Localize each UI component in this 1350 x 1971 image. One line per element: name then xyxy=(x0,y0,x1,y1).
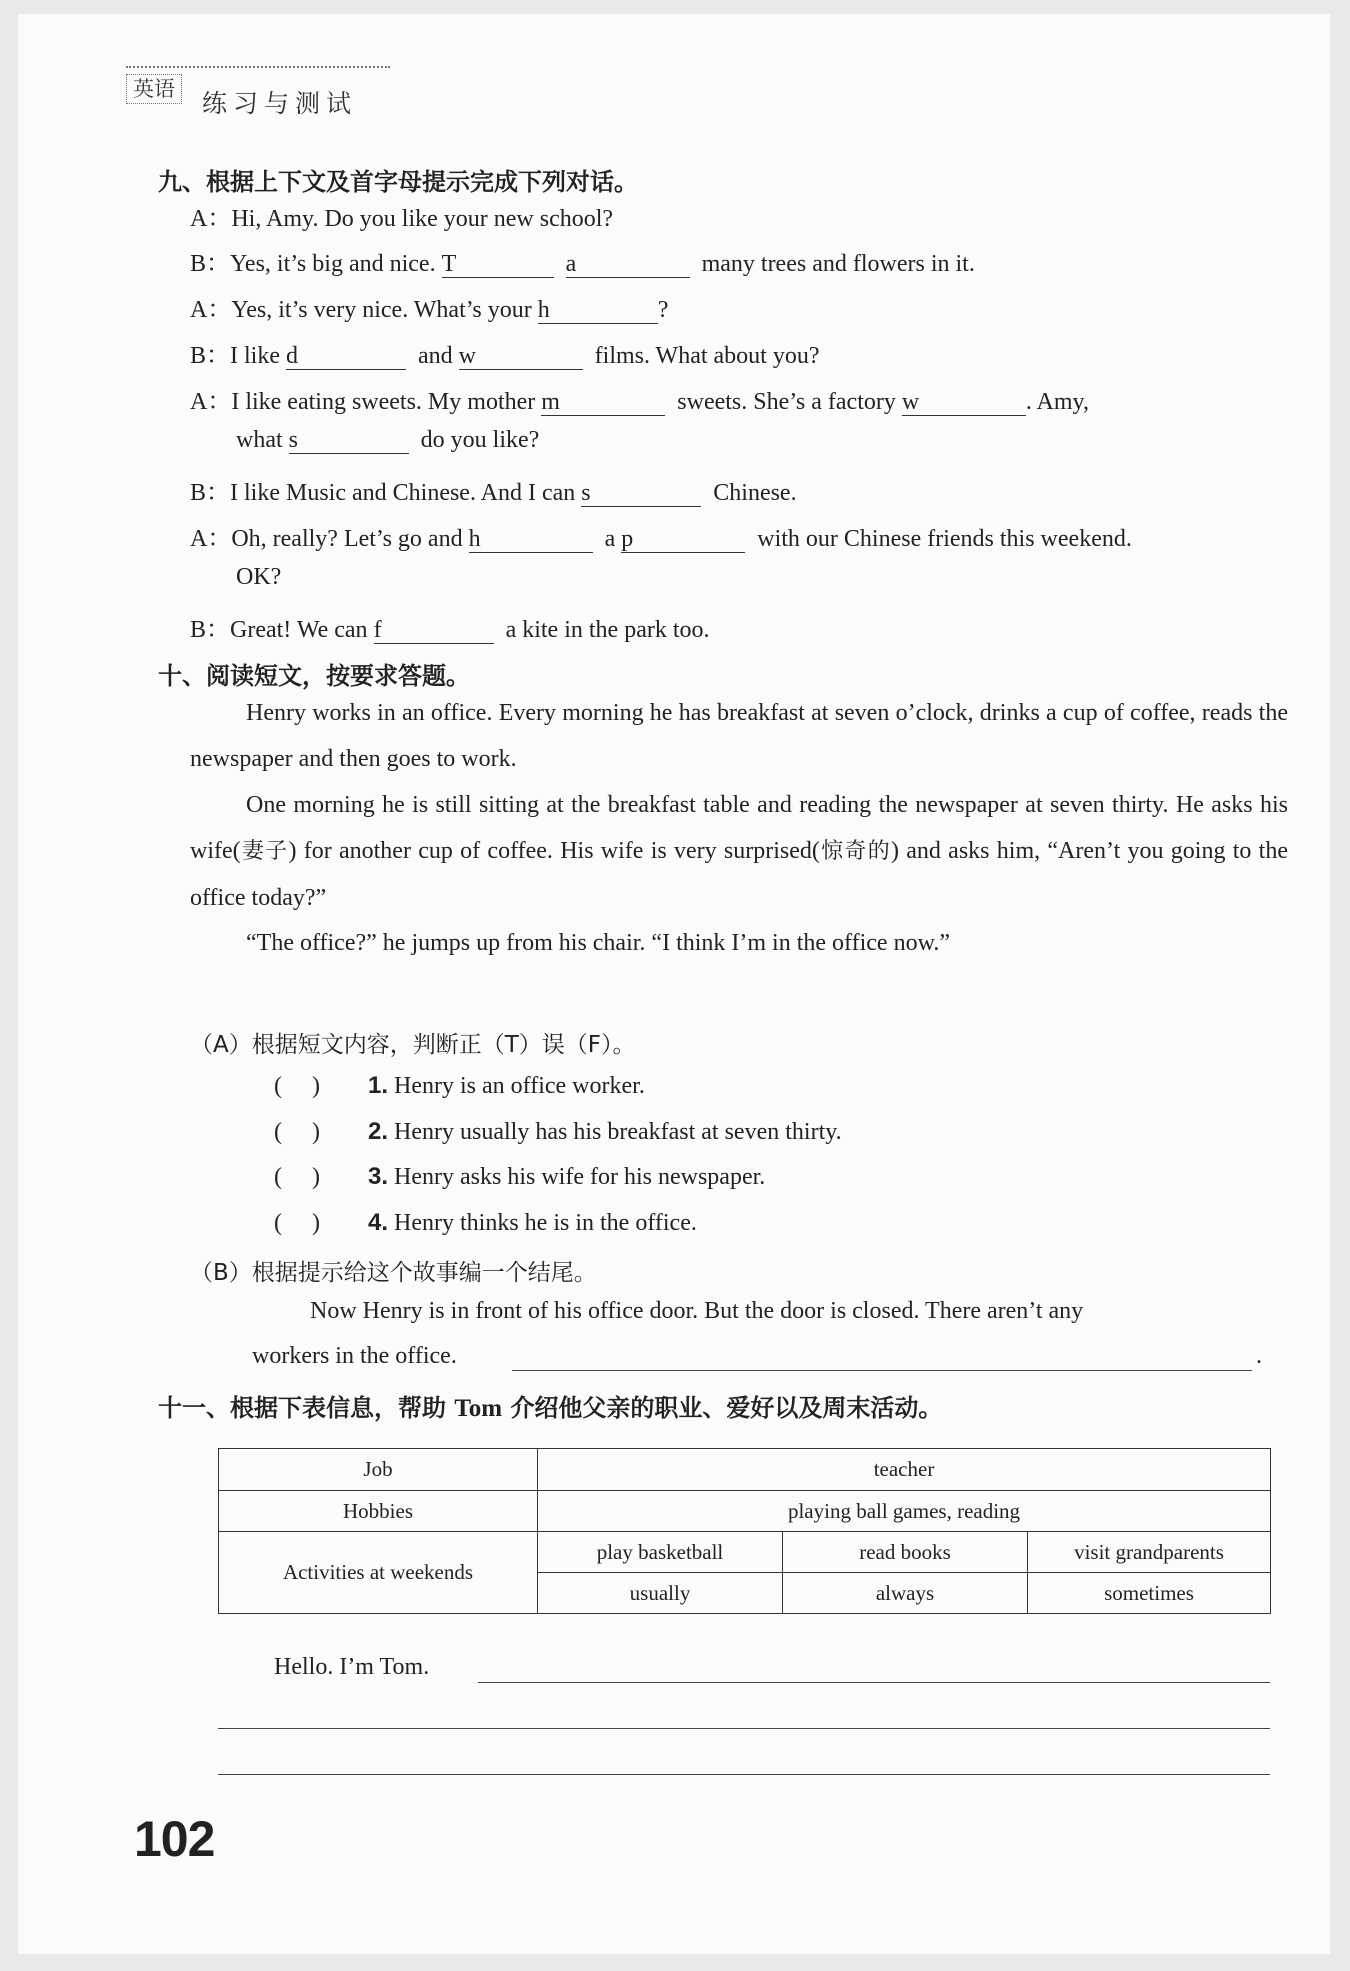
dialog-line-2: B：Yes, it’s big and nice. T a many trees and flowers in it. xyxy=(190,251,975,277)
dialog-line-8: A：Oh, really? Let’s go and h a p with our Chinese friends this weekend. xyxy=(190,526,1132,552)
section-11-title: 十一、根据下表信息，帮助 Tom 介绍他父亲的职业、爱好以及周末活动。 xyxy=(158,1394,943,1422)
dialog-line-9: OK? xyxy=(236,564,282,590)
answer-paren[interactable]: ( ) xyxy=(274,1119,320,1145)
dialog-line-3: A：Yes, it’s very nice. What’s your h ? xyxy=(190,297,669,323)
blank-s-speak[interactable]: s xyxy=(581,480,701,507)
page-number: 102 xyxy=(134,1811,215,1867)
activity-cell: read books xyxy=(783,1532,1028,1573)
part-a-instruction: （A）根据短文内容，判断正（T）误（F）。 xyxy=(190,1032,636,1058)
info-table xyxy=(218,1448,1271,1614)
answer-paren[interactable]: ( ) xyxy=(274,1210,320,1236)
hobbies-value: playing ball games, reading xyxy=(538,1491,1271,1532)
worksheet-page xyxy=(18,14,1330,1954)
part-b-instruction: （B）根据提示给这个故事编一个结尾。 xyxy=(190,1260,597,1286)
dialog-line-5: A：I like eating sweets. My mother m sweets. She’s a factory w . Amy, xyxy=(190,389,1089,415)
blank-h-hobby[interactable]: h xyxy=(538,297,658,324)
writing-line-3[interactable] xyxy=(218,1774,1270,1775)
dialog-line-4: B：I like d and w films. What about you? xyxy=(190,343,820,369)
part-b-prompt-line-2: workers in the office. xyxy=(252,1343,457,1369)
blank-d[interactable]: d xyxy=(286,343,406,370)
writing-line-2[interactable] xyxy=(218,1728,1270,1729)
activity-cell: visit grandparents xyxy=(1028,1532,1271,1573)
table-row-activities xyxy=(219,1532,1271,1573)
hobbies-label: Hobbies xyxy=(219,1491,538,1532)
part-b-end-period: . xyxy=(1256,1343,1262,1369)
dialog-line-7: B：I like Music and Chinese. And I can s Chinese. xyxy=(190,480,797,506)
tf-question-4: ( ) 4. Henry thinks he is in the office. xyxy=(274,1209,697,1236)
dialog-line-1: A：Hi, Amy. Do you like your new school? xyxy=(190,206,614,232)
blank-w-worker[interactable]: w xyxy=(902,389,1026,416)
dialog-line-10: B：Great! We can f a kite in the park too. xyxy=(190,617,710,643)
blank-a[interactable]: a xyxy=(566,251,690,278)
blank-m[interactable]: m xyxy=(541,389,665,416)
tf-question-2: ( ) 2. Henry usually has his breakfast at seven thirty. xyxy=(274,1118,842,1145)
dialog-line-6: what s do you like? xyxy=(236,427,540,453)
page-header xyxy=(122,62,390,118)
answer-paren[interactable]: ( ) xyxy=(274,1164,320,1190)
writing-start: Hello. I’m Tom. xyxy=(274,1654,430,1680)
tf-question-3: ( ) 3. Henry asks his wife for his newspaper. xyxy=(274,1163,766,1190)
table-row-job xyxy=(219,1449,1271,1491)
part-b-prompt-line-1: Now Henry is in front of his office door. But the door is closed. There aren’t any xyxy=(310,1298,1084,1324)
blank-p[interactable]: p xyxy=(621,526,745,553)
job-value: teacher xyxy=(538,1449,1271,1491)
activity-cell: play basketball xyxy=(538,1532,783,1573)
frequency-cell: sometimes xyxy=(1028,1573,1271,1614)
passage-paragraph-2: One morning he is still sitting at the breakfast table and reading the newspaper at seven thirty. He asks his wife(妻子) for another cup of coffee. His wife is very surprised(惊奇的) and asks him, “Aren’t you going to the office today?” xyxy=(190,792,1288,911)
subject-label: 英语 xyxy=(126,74,182,104)
frequency-cell: usually xyxy=(538,1573,783,1614)
job-label: Job xyxy=(219,1449,538,1491)
table-row-hobbies xyxy=(219,1491,1271,1532)
frequency-cell: always xyxy=(783,1573,1028,1614)
passage-paragraph-1: Henry works in an office. Every morning he has breakfast at seven o’clock, drinks a cup of coffee, reads the newspaper and then goes to work. xyxy=(190,700,1288,772)
passage-paragraph-3: “The office?” he jumps up from his chair. “I think I’m in the office now.” xyxy=(246,930,950,956)
part-b-answer-line[interactable] xyxy=(512,1370,1252,1371)
book-title: 练习与测试 xyxy=(202,89,358,118)
section-9-title: 九、根据上下文及首字母提示完成下列对话。 xyxy=(158,168,638,196)
blank-w-films[interactable]: w xyxy=(459,343,583,370)
answer-paren[interactable]: ( ) xyxy=(274,1073,320,1099)
activities-label: Activities at weekends xyxy=(219,1532,538,1614)
section-10-title: 十、阅读短文，按要求答题。 xyxy=(158,662,470,690)
blank-s-subject[interactable]: s xyxy=(289,427,409,454)
writing-line-1[interactable] xyxy=(478,1682,1270,1683)
blank-f[interactable]: f xyxy=(374,617,494,644)
header-dotted-rule xyxy=(126,66,390,68)
tf-question-1: ( ) 1. Henry is an office worker. xyxy=(274,1072,645,1099)
blank-t[interactable]: T xyxy=(442,251,554,278)
blank-h-have[interactable]: h xyxy=(469,526,593,553)
